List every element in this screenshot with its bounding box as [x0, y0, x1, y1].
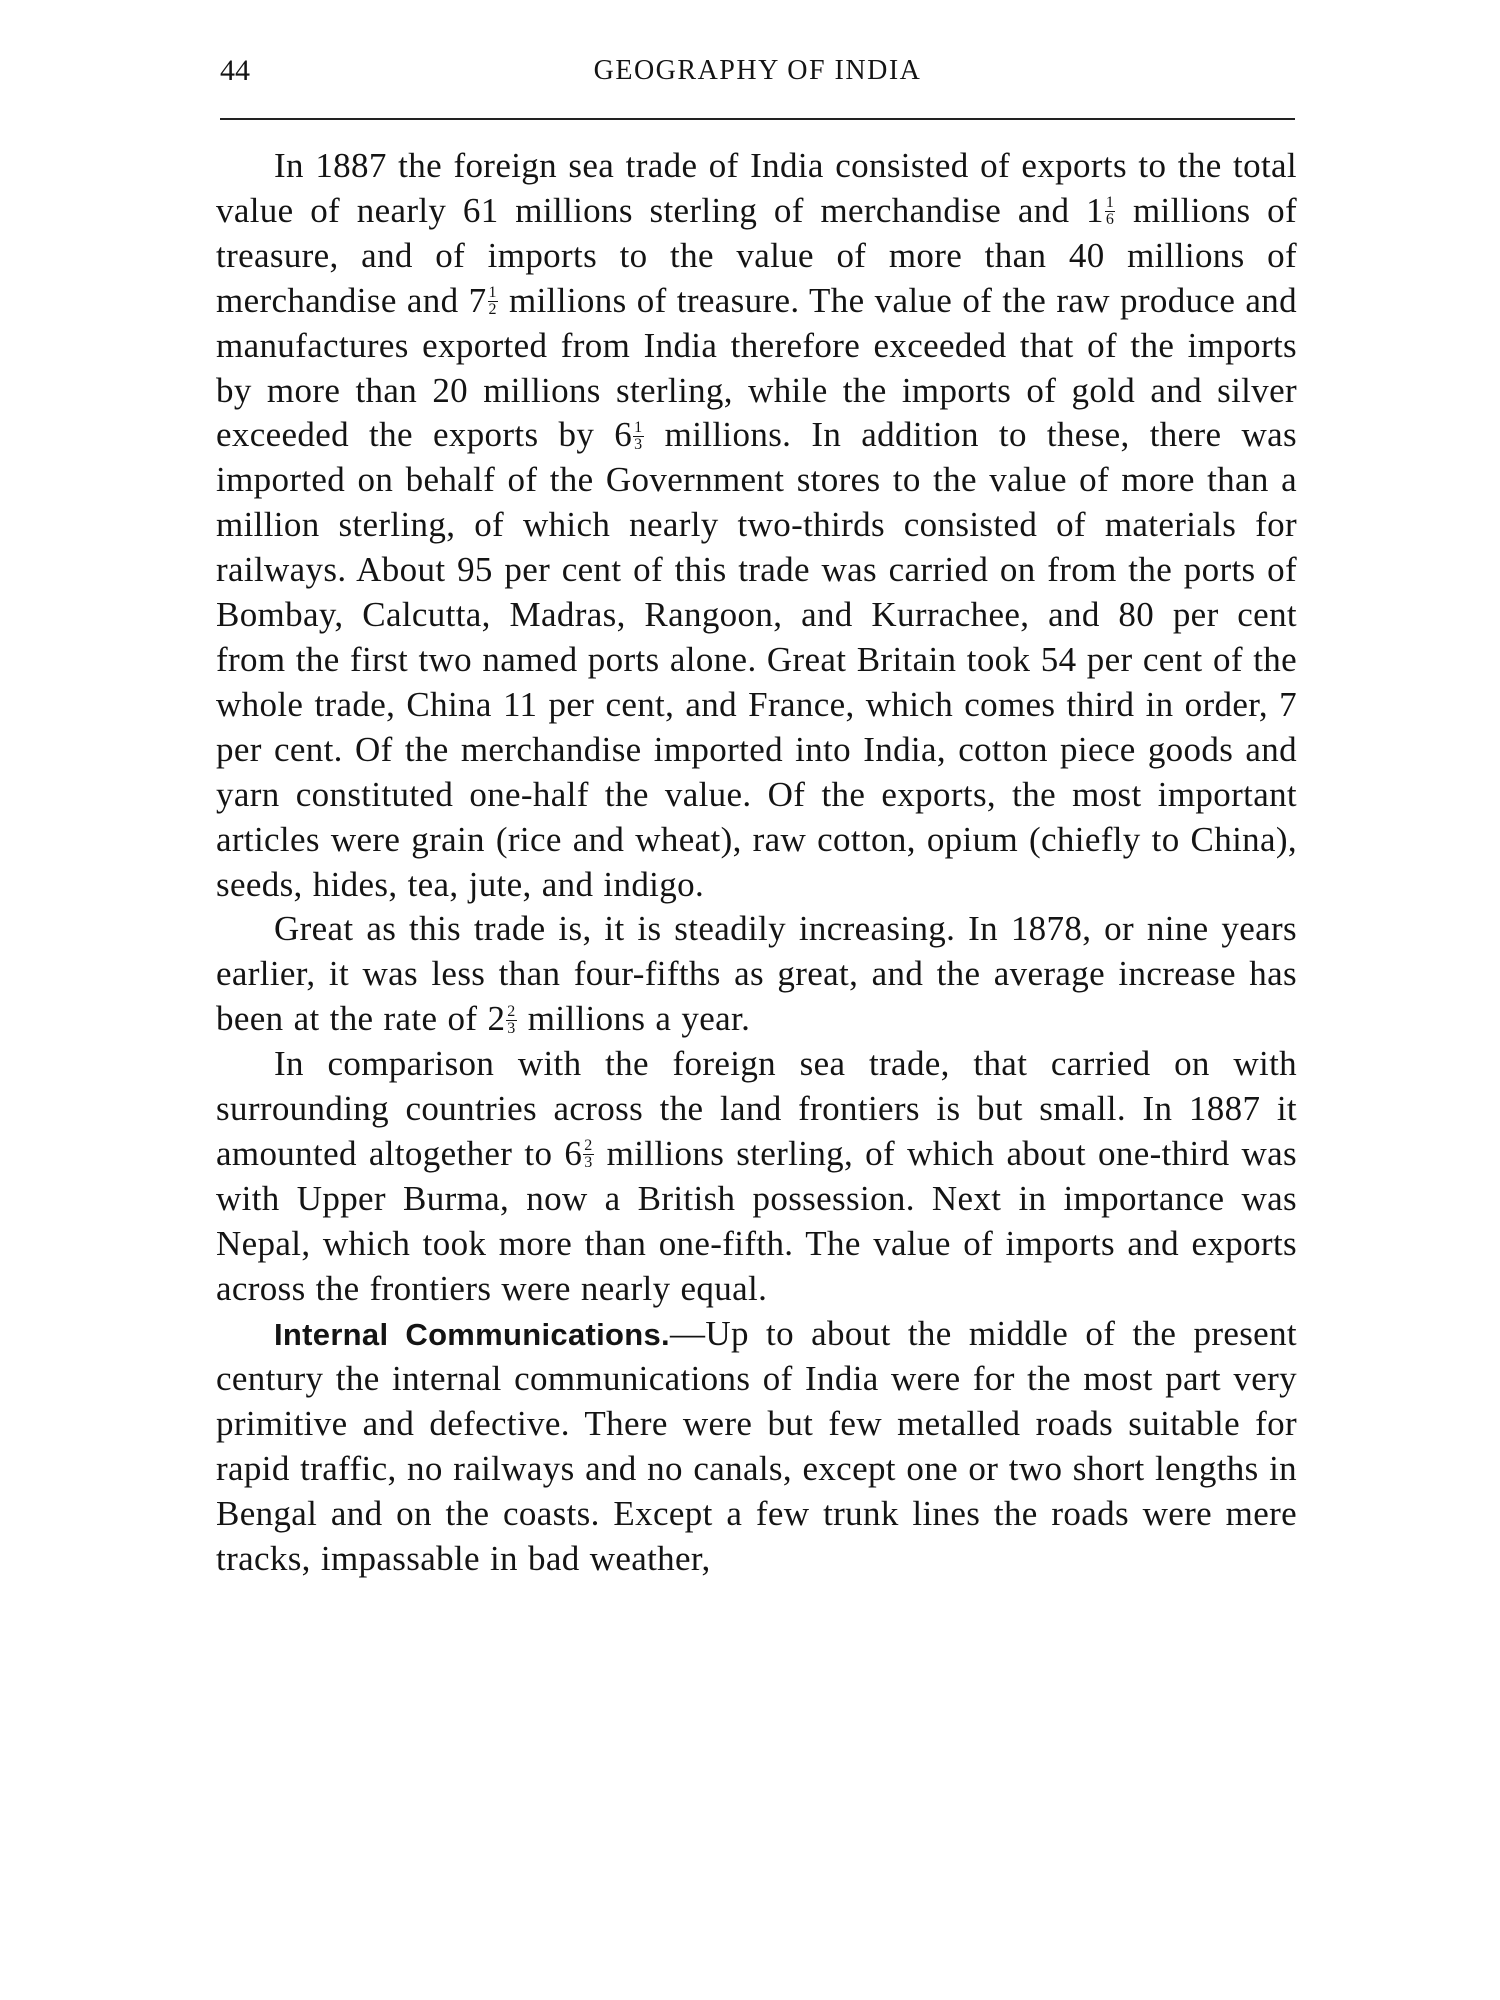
running-head: GEOGRAPHY OF INDIA — [593, 55, 922, 86]
body-text — [216, 144, 1297, 1582]
text-run: In comparison with the foreign sea trade, that carried on with surrounding countries across the land frontiers is but small. In 1887 it amounted altogether to 6 — [216, 1044, 1297, 1173]
paragraph-internal-communications — [216, 1312, 1297, 1582]
page-number: 44 — [220, 54, 250, 87]
text-run: Great as this trade is, it is steadily increasing. In 1878, or nine years earlier, it was less than four-fifths as great, and the average increase has been at the rate of 2 — [216, 909, 1297, 1039]
fraction-one-sixth: $\frac{1}{6}$ — [1105, 194, 1115, 229]
page-header — [220, 46, 1295, 96]
header-rule — [220, 118, 1295, 120]
text-run: In 1887 the foreign sea trade of India consisted of exports to the total value of nearly 61 millions sterling of merchandise and 1 — [216, 146, 1297, 230]
text-run: millions of treasure. The value of the raw produce and manufactures exported from India therefore exceeded that of the imports by more than 20 millions sterling, while the imports of gold and silver exceeded the exports by 6 — [216, 280, 1297, 455]
section-heading: Internal Communications. — [274, 1316, 670, 1352]
fraction-two-thirds: $\frac{2}{3}$ — [507, 1002, 516, 1037]
text-run: millions. In addition to these, there was imported on behalf of the Government stores to the value of more than a million sterling, of which nearly two-thirds consisted of materials for railways. About 95 per cent of this trade was carried on from the ports of Bombay, Calcutta, Madras, Rangoon, and Kurrachee, and 80 per cent from the first two named ports alone. Great Britain took 54 per cent of the whole trade, China 11 per cent, and France, which comes third in order, 7 per cent. Of the merchandise imported into India, cotton piece goods and yarn constituted one-half the value. Of the exports, the most important articles were grain (rice and wheat), raw cotton, opium (chiefly to China), seeds, hides, tea, jute, and indigo. — [216, 415, 1298, 904]
text-run: millions of treasure, and of imports to the value of more than 40 millions of merchandise and 7 — [216, 190, 1297, 320]
paragraph-land-frontier-trade — [216, 1042, 1297, 1311]
paragraph-foreign-sea-trade — [216, 144, 1297, 907]
text-run: —Up to about the middle of the present century the internal communications of India were for the most part very primitive and defective. There were but few metalled roads suitable for rapid traffic, no railways and no canals, except one or two short lengths in Bengal and on the coasts. Except a few trunk lines the roads were mere tracks, impassable in bad weather, — [216, 1313, 1297, 1579]
paragraph-trade-increase — [216, 907, 1297, 1042]
fraction-one-half: $\frac{1}{2}$ — [488, 284, 497, 319]
text-run: millions a year. — [517, 999, 751, 1039]
text-run: millions sterling, of which about one-third was with Upper Burma, now a British possession. Next in importance was Nepal, which took more than one-fifth. The value of imports and exports across the frontiers were nearly equal. — [216, 1133, 1298, 1308]
fraction-two-thirds: $\frac{2}{3}$ — [584, 1137, 593, 1172]
fraction-one-third: $\frac{1}{3}$ — [634, 418, 643, 453]
